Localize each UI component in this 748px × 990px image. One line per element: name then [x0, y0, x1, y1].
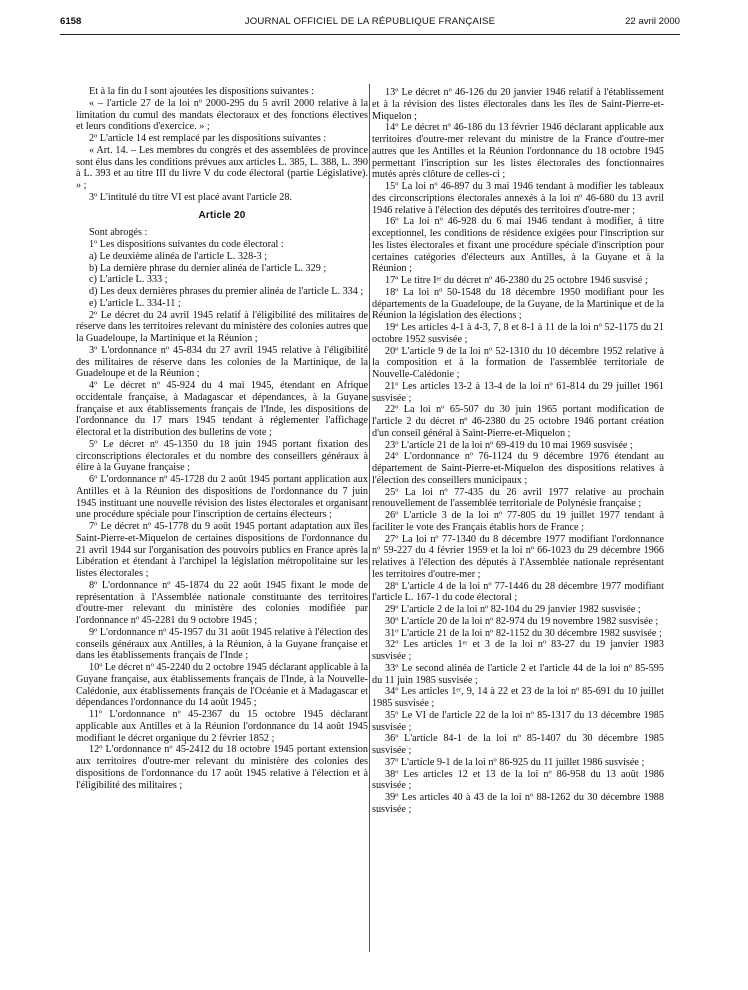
paragraph: 11º L'ordonnance nº 45-2367 du 15 octobre 1945 déclarant applicable aux Antilles et à la Réunion l'ordonnance du 14 août 1945 modifiant le décret organique du 2 février 1852 ; — [76, 709, 368, 744]
paragraph: 34º Les articles 1ᵉʳ, 9, 14 à 22 et 23 de la loi nº 85-691 du 10 juillet 1985 susvisée ; — [372, 686, 664, 709]
paragraph: 35º Le VI de l'article 22 de la loi nº 85-1317 du 13 décembre 1985 susvisée ; — [372, 709, 664, 733]
left-column — [76, 86, 368, 791]
paragraph: 4º Le décret nº 45-924 du 4 mai 1945, étendant en Afrique occidentale française, à Madagascar et dépendances, à la Guyane française et aux établissements français de l'Inde, les dispositions de l'ordonnance du 17 mars 1945 tendant à réglementer l'affichage électoral et la distribution des bulletins de vote ; — [76, 380, 368, 438]
paragraph: 16º La loi nº 46-928 du 6 mai 1946 tendant à modifier, à titre exceptionnel, les conditions de résidence exigées pour l'inscription sur les listes électorales et fixant une procédure spéciale d'inscription pour certaines catégories d'électeurs aux Antilles, à la Guyane et à la Réunion ; — [372, 216, 664, 275]
paragraph: 27º La loi nº 77-1340 du 8 décembre 1977 modifiant l'ordonnance nº 59-227 du 4 février 1959 et la loi nº 66-1023 du 29 décembre 1966 relatives à l'élection des députés à l'Assemblée nationale représentant les territoires d'outre-mer ; — [372, 533, 664, 580]
paragraph: « – l'article 27 de la loi nº 2000-295 du 5 avril 2000 relative à la limitation du cumul des mandats électoraux et des fonctions électives et leurs conditions d'exercice. » ; — [76, 97, 368, 133]
paragraph: 29º L'article 2 de la loi nº 82-104 du 29 janvier 1982 susvisée ; — [385, 604, 641, 615]
paragraph: Sont abrogés : — [89, 227, 148, 239]
paragraph: 1º Les dispositions suivantes du code électoral : — [89, 239, 284, 250]
paragraph: Et à la fin du I sont ajoutées les dispositions suivantes : — [89, 86, 314, 97]
paragraph: 8º L'ordonnance nº 45-1874 du 22 août 1945 fixant le mode de représentation à l'Assemblée nationale constituante des territoires d'outre-mer relevant du ministère des colonies modifiée par l'ordonnance nº 45-2281 du 9 octobre 1945 ; — [76, 579, 368, 626]
paragraph: 38º Les articles 12 et 13 de la loi nº 86-958 du 13 août 1986 susvisée ; — [372, 768, 664, 792]
paragraph: 13º Le décret nº 46-126 du 20 janvier 1946 relatif à l'établissement et à la révision des listes électorales dans les îles de Saint-Pierre-et-Miquelon ; — [372, 87, 664, 122]
page-number: 6158 — [60, 16, 82, 27]
paragraph: 18º La loi nº 50-1548 du 18 décembre 1950 modifiant pour les départements de la Guadeloupe, de la Guyane, de la Martinique et de la Réunion la législation des élections ; — [372, 286, 664, 322]
column-divider — [369, 84, 370, 952]
paragraph: 2º L'article 14 est remplacé par les dispositions suivantes : — [89, 133, 327, 144]
paragraph: 24º L'ordonnance nº 76-1124 du 9 décembre 1976 étendant au département de Saint-Pierre-et-Miquelon des dispositions relatives à l'élection des conseillers municipaux ; — [372, 451, 664, 486]
paragraph: 37º L'article 9-1 de la loi nº 86-925 du 11 juillet 1986 susvisée ; — [385, 756, 645, 768]
paragraph: 23º L'article 21 de la loi nº 69-419 du 10 mai 1969 susvisée ; — [385, 439, 633, 451]
paragraph: 14º Le décret nº 46-186 du 13 février 1946 déclarant applicable aux territoires d'outre-mer relevant du ministre de la France d'outre-mer autres que les Antilles et la Réunion l'ordonnance du 18 octobre 1945 permettant l'inscription sur les listes électorales des fonctionnaires mutés après clôture de celles-ci ; — [372, 122, 664, 181]
paragraph: 9º L'ordonnance nº 45-1957 du 31 août 1945 relative à l'élection des conseils généraux aux Antilles, à la Réunion, à la Guyane française et dans les établissements français de l'Inde ; — [76, 626, 368, 662]
paragraph: 28º L'article 4 de la loi nº 77-1446 du 28 décembre 1977 modifiant l'article L. 167-1 du code électoral ; — [372, 580, 664, 604]
paragraph: 21º Les articles 13-2 à 13-4 de la loi nº 61-814 du 29 juillet 1961 susvisée ; — [372, 380, 664, 404]
right-column — [372, 87, 664, 816]
page-header — [60, 16, 680, 32]
paragraph: 2º Le décret du 24 avril 1945 relatif à l'éligibilité des militaires de réserve dans les territoires relevant du ministère des colonies autres que la Guadeloupe, la Martinique et la Réunion ; — [76, 309, 368, 344]
paragraph: 22º La loi nº 65-507 du 30 juin 1965 portant modification de l'article 2 du décret nº 46-2380 du 25 octobre 1946 portant création d'un conseil général à Saint-Pierre-et-Miquelon ; — [372, 404, 664, 439]
paragraph: 7º Le décret nº 45-1778 du 9 août 1945 portant adaptation aux îles Saint-Pierre-et-Miquelon de certaines dispositions de l'ordonnance du 21 avril 1944 sur l'organisation des pouvoirs publics en France après la Libération et étendant à l'archipel la législation métropolitaine sur les listes électorales ; — [76, 521, 368, 579]
article-section — [76, 227, 368, 791]
paragraph: d) Les deux dernières phrases du premier alinéa de l'article L. 334 ; — [89, 286, 364, 297]
left-intro-section — [76, 86, 368, 204]
paragraph: 26º L'article 3 de la loi nº 77-805 du 19 juillet 1977 tendant à faciliter le vote des Français établis hors de France ; — [372, 510, 664, 533]
header-rule — [60, 34, 680, 35]
paragraph: 5º Le décret nº 45-1350 du 18 juin 1945 portant fixation des circonscriptions électorales et du nombre des conseillers généraux à élire à la Guyane française ; — [76, 438, 368, 474]
paragraph: c) L'article L. 333 ; — [89, 274, 168, 286]
paragraph: 39º Les articles 40 à 43 de la loi nº 88-1262 du 30 décembre 1988 susvisée ; — [372, 792, 664, 815]
paragraph: 6º L'ordonnance nº 45-1728 du 2 août 1945 portant application aux Antilles et à la Réunion des dispositions de l'ordonnance du 7 juin 1945 instituant une nouvelle révision des listes électorales et organisant une procédure spéciale pour l'inscription de certains électeurs ; — [76, 474, 368, 521]
paragraph: 31º L'article 21 de la loi nº 82-1152 du 30 décembre 1982 susvisée ; — [385, 627, 662, 639]
right-section — [372, 87, 664, 816]
paragraph: 25º La loi nº 77-435 du 26 avril 1977 relative au prochain renouvellement de l'assemblée territoriale de Polynésie française ; — [372, 486, 664, 510]
paragraph: 30º L'article 20 de la loi nº 82-974 du 19 novembre 1982 susvisée ; — [385, 615, 659, 627]
paragraph: 12º L'ordonnance nº 45-2412 du 18 octobre 1945 portant extension aux territoires d'outre-mer relevant du ministère des colonies des dispositions de l'ordonnance du 17 août 1945 relative à l'élection et à l'éligibilité des militaires ; — [76, 744, 368, 791]
paragraph: a) Le deuxième alinéa de l'article L. 328-3 ; — [89, 250, 268, 262]
paragraph: 3º L'ordonnance nº 45-834 du 27 avril 1945 relative à l'éligibilité des militaires de réserve dans les colonies de la Martinique, de la Guadeloupe et de la Réunion ; — [76, 344, 368, 380]
paragraph: « Art. 14. – Les membres du congrès et des assemblées de province sont élus dans les conditions prévues aux articles L. 385, L. 388, L. 390 à L. 393 et au titre III du livre V du code électoral (partie Législative). » ; — [76, 144, 368, 191]
paragraph: 17º Le titre Iᵉʳ du décret nº 46-2380 du 25 octobre 1946 susvisé ; — [385, 275, 648, 286]
paragraph: 20º L'article 9 de la loi nº 52-1310 du 10 décembre 1952 relative à la composition et à la formation de l'assemblée territoriale de Nouvelle-Calédonie ; — [372, 345, 664, 380]
paragraph: 19º Les articles 4-1 à 4-3, 7, 8 et 8-1 à 11 de la loi nº 52-1175 du 21 octobre 1952 susvisée ; — [372, 322, 664, 345]
paragraph: 33º Le second alinéa de l'article 2 et l'article 44 de la loi nº 85-595 du 11 juin 1985 susvisée ; — [372, 662, 664, 686]
paragraph: b) La dernière phrase du dernier alinéa de l'article L. 329 ; — [89, 262, 327, 274]
paragraph: e) L'article L. 334-11 ; — [89, 297, 181, 309]
journal-title: JOURNAL OFFICIEL DE LA RÉPUBLIQUE FRANÇAISE — [244, 16, 496, 27]
paragraph: 10º Le décret nº 45-2240 du 2 octobre 1945 déclarant applicable à la Guyane française, aux établissements français de l'Inde, à la Nouvelle-Calédonie, aux établissements français de l'Océanie et à Madagascar et dépendances l'ordonnance du 14 août 1945 ; — [76, 662, 369, 709]
paragraph: 3º L'intitulé du titre VI est placé avant l'article 28. — [89, 191, 292, 203]
issue-date: 22 avril 2000 — [625, 16, 680, 27]
article-heading: Article 20 — [198, 209, 246, 221]
paragraph: 15º La loi nº 46-897 du 3 mai 1946 tendant à modifier les tableaux des circonscriptions électorales annexés à la loi nº 46-680 du 13 avril 1946 relative à l'élection des députés des territoires d'outre-mer ; — [372, 181, 664, 216]
paragraph: 36º L'article 84-1 de la loi nº 85-1407 du 30 décembre 1985 susvisée ; — [372, 733, 664, 756]
paragraph: 32º Les articles 1ᵉʳ et 3 de la loi nº 83-27 du 19 janvier 1983 susvisée ; — [372, 639, 664, 662]
